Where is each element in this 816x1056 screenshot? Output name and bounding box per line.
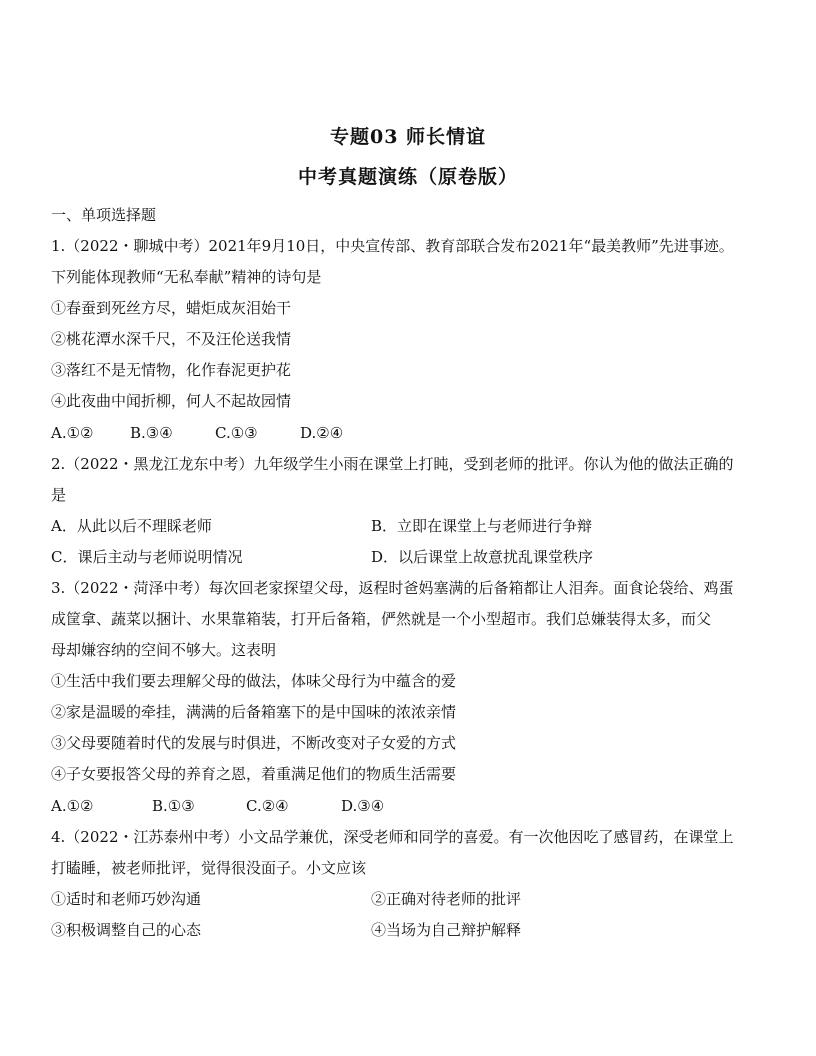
question-3-stem-line-2: 成筐拿、蔬菜以捆计、水果靠箱装，打开后备箱，俨然就是一个小型超市。我们总嫌装得太多，而父 (51, 610, 712, 628)
question-3-choice-a: A.①② (51, 797, 94, 815)
question-3-choice-b: B.①③ (152, 797, 195, 815)
question-1-choice-b: B.③④ (130, 424, 173, 442)
question-2-stem-line-2: 是 (51, 486, 67, 504)
question-3-stem-line-3: 母却嫌容纳的空间不够大。这表明 (51, 641, 277, 659)
question-1-statement-4: ④此夜曲中闻折柳，何人不起故园情 (51, 392, 292, 410)
question-1-statement-2: ②桃花潭水深千尺，不及汪伦送我情 (51, 330, 292, 348)
question-3-stem-line-1: 3.（2022・菏泽中考）每次回老家探望父母，返程时爸妈塞满的后备箱都让人泪奔。面食论袋给、鸡蛋 (51, 579, 734, 597)
question-4-statement-3: ③积极调整自己的心态 (51, 921, 202, 939)
question-2-choice-d: D．以后课堂上故意扰乱课堂秩序 (371, 548, 594, 566)
question-4-statement-4: ④当场为自己辩护解释 (371, 921, 522, 939)
question-1-stem-line-1: 1.（2022・聊城中考）2021年9月10日，中央宣传部、教育部联合发布2021年“最美教师”先进事迹。 (51, 237, 734, 255)
question-4-statement-1: ①适时和老师巧妙沟通 (51, 890, 202, 908)
question-3-statement-1: ①生活中我们要去理解父母的做法，体味父母行为中蕴含的爱 (51, 672, 457, 690)
question-1-stem-line-2: 下列能体现教师“无私奉献”精神的诗句是 (51, 268, 322, 286)
question-4-stem-line-2: 打瞌睡，被老师批评，觉得很没面子。小文应该 (51, 859, 367, 877)
question-4-stem-line-1: 4.（2022・江苏泰州中考）小文品学兼优，深受老师和同学的喜爱。有一次他因吃了感冒药，在课堂上 (51, 828, 734, 846)
question-3-statement-4: ④子女要报答父母的养育之恩，着重满足他们的物质生活需要 (51, 765, 457, 783)
section-heading: 一、单项选择题 (51, 206, 157, 224)
question-2-choice-c: C．课后主动与老师说明情况 (51, 548, 243, 566)
question-3-statement-2: ②家是温暖的牵挂，满满的后备箱塞下的是中国味的浓浓亲情 (51, 703, 457, 721)
question-3-choice-c: C.②④ (246, 797, 289, 815)
page-subtitle: 中考真题演练（原卷版） (297, 166, 518, 188)
question-1-statement-3: ③落红不是无情物，化作春泥更护花 (51, 361, 292, 379)
question-2-choice-b: B．立即在课堂上与老师进行争辩 (371, 517, 593, 535)
question-4-statement-2: ②正确对待老师的批评 (371, 890, 522, 908)
question-2-stem-line-1: 2.（2022・黑龙江龙东中考）九年级学生小雨在课堂上打盹，受到老师的批评。你认为他的做法正确的 (51, 455, 734, 473)
question-3-statement-3: ③父母要随着时代的发展与时俱进，不断改变对子女爱的方式 (51, 734, 457, 752)
question-1-choice-a: A.①② (51, 424, 94, 442)
question-1-choice-c: C.①③ (215, 424, 258, 442)
question-3-choice-d: D.③④ (341, 797, 385, 815)
page-title: 专题03 师长情谊 (329, 126, 487, 148)
question-1-statement-1: ①春蚕到死丝方尽，蜡炬成灰泪始干 (51, 299, 292, 317)
question-2-choice-a: A．从此以后不理睬老师 (51, 517, 212, 535)
question-1-choice-d: D.②④ (300, 424, 344, 442)
